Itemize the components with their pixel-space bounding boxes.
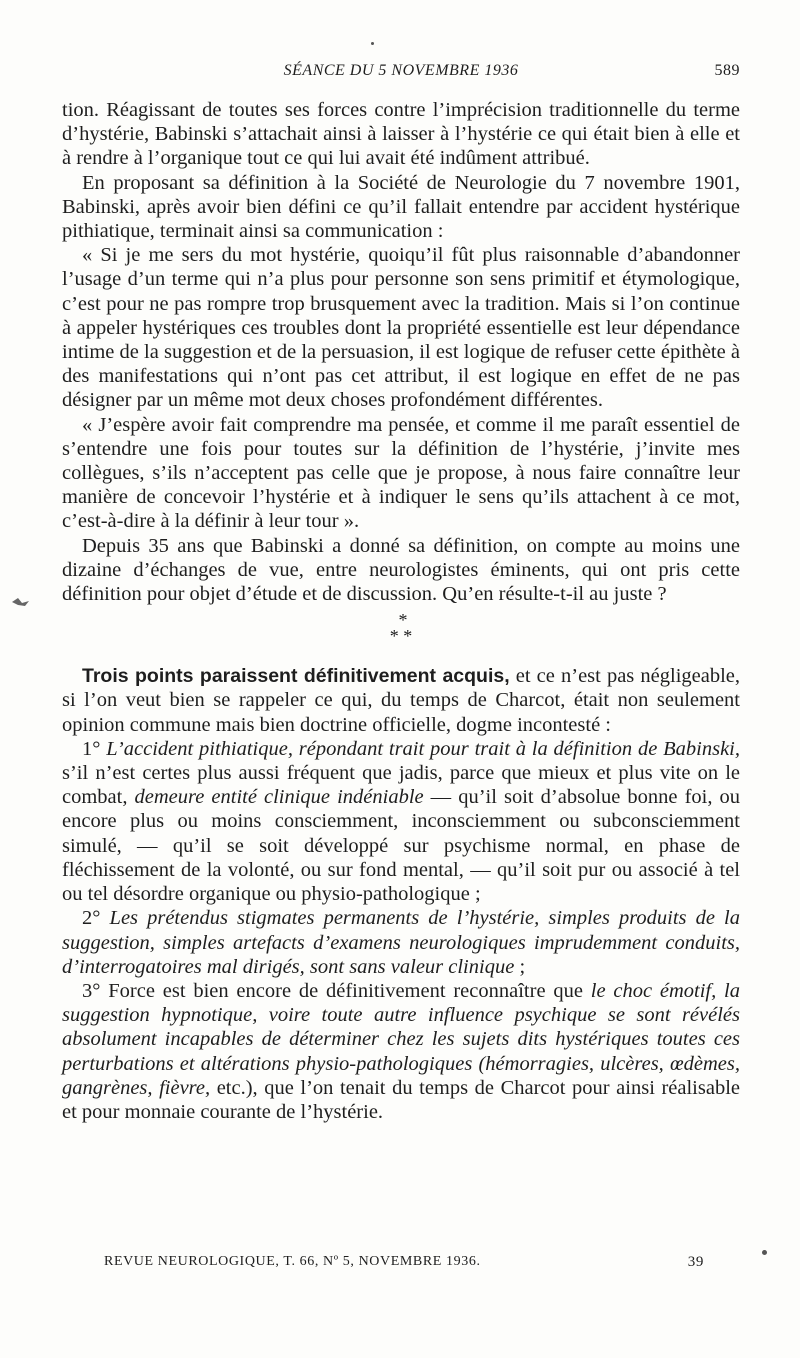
- running-header: [62, 62, 740, 88]
- point-text: ;: [514, 955, 526, 978]
- quote-paragraph: « J’espère avoir fait comprendre ma pensée, et comme il me paraît essentiel de s’entendre une fois pour toutes sur la définition de l’hystérie, j’invite mes collègues, s’ils n’acceptent pas celle que je propose, à nous faire connaître leur manière de concevoir l’hystérie et à indiquer le sens qu’ils attachent à ce mot, c’est-à-dire à la définir à leur tour ».: [62, 413, 740, 533]
- journal-citation: REVUE NEUROLOGIQUE, T. 66, Nº 5, NOVEMBRE 1936.: [104, 1254, 481, 1269]
- quote-paragraph: « Si je me sers du mot hystérie, quoiqu’il fût plus raisonnable d’abandonner l’usage d’un terme qui n’a plus pour personne son sens primitif et étymologique, c’est pour ne pas rompre trop brusquement avec la tradition. Mais si l’on continue à appeler hystériques ces troubles dont la propriété essentielle est leur dépendance intime de la suggestion et de la persuasion, il est logique de refuser cette épithète à des manifestations qui n’ont pas cet attribut, il est logique en effet de ne pas désigner par un même mot deux choses profondément différentes.: [62, 244, 740, 412]
- section-intro-text: et ce n’est pas négligeable, si l’on veut bien se rappeler ce qui, du temps de Charcot, était non seulement opinion commune mais bien doctrine officielle, dogme incontesté :: [62, 665, 741, 736]
- sheet-number: 39: [687, 1254, 704, 1270]
- section-intro: [62, 664, 740, 737]
- point-text: etc.), que l’on tenait du temps de Charcot pour ainsi réalisable et pour monnaie courante de l’hystérie.: [62, 1076, 740, 1123]
- ink-blot-mark: [10, 596, 32, 610]
- section-lead: Trois points paraissent définitivement acquis,: [82, 665, 510, 688]
- speck-mark: [762, 1250, 767, 1255]
- point-number: 1°: [82, 737, 101, 760]
- point-number: 3°: [82, 979, 101, 1002]
- running-title: SÉANCE DU 5 NOVEMBRE 1936: [283, 62, 519, 79]
- point-italic: L’accident pithiatique, répondant trait pour trait à la définition de Babinski,: [106, 737, 740, 760]
- section-separator: [62, 610, 740, 647]
- point-text: s’il n’est certes plus aussi fréquent que jadis, parce que mieux et plus vite on le combat,: [62, 762, 740, 809]
- article-body: [62, 98, 740, 1124]
- point-2: [62, 906, 740, 979]
- page-footer: [104, 1254, 704, 1278]
- point-italic: le choc émotif, la suggestion hypnotique, voire toute autre influence psychique se sont révélés absolument incapables de déterminer chez les sujets dits hystériques toutes ces perturbations et altérations physio-pathologiques (hémorragies, ulcères, œdèmes, gangrènes, fièvre,: [62, 979, 740, 1099]
- speck-mark: [371, 42, 374, 45]
- point-text: — qu’il soit d’absolue bonne foi, ou encore plus ou moins consciemment, inconsciemment ou subconsciemment simulé, — qu’il se soit développé sur psychisme normal, en phase de fléchissement de la volonté, ou sur fond mental, — qu’il soit pur ou associé à tel ou tel désordre organique ou physio-pathologique ;: [62, 786, 741, 906]
- point-3: [62, 979, 740, 1124]
- paragraph: Depuis 35 ans que Babinski a donné sa définition, on compte au moins une dizaine d’échanges de vue, entre neurologistes éminents, qui ont pris cette définition pour objet d’étude et de discussion. Qu’en résulte-t-il au juste ?: [62, 534, 740, 606]
- point-number: 2°: [82, 907, 101, 930]
- point-italic: demeure entité clinique indéniable: [134, 786, 424, 809]
- paragraph: tion. Réagissant de toutes ses forces contre l’imprécision traditionnelle du terme d’hystérie, Babinski s’attachait ainsi à laisser à l’hystérie ce qui était bien à elle et à rendre à l’organique tout ce qui lui avait été indûment attribué.: [62, 99, 740, 170]
- separator-bottom: * *: [389, 626, 413, 647]
- paragraph: En proposant sa définition à la Société de Neurologie du 7 novembre 1901, Babinski, après avoir bien défini ce qu’il fallait entendre par accident hystérique pithiatique, terminait ainsi sa communication :: [62, 171, 740, 243]
- point-text: Force est bien encore de définitivement reconnaître que: [100, 979, 591, 1002]
- page-number: 589: [714, 62, 740, 79]
- point-italic: Les prétendus stigmates permanents de l’hystérie, simples produits de la suggestion, simples artefacts d’examens neurologiques imprudemment conduits, d’interrogatoires mal dirigés, sont sans valeur clinique: [62, 907, 741, 978]
- separator-top: *: [398, 610, 408, 631]
- point-1: [62, 737, 740, 906]
